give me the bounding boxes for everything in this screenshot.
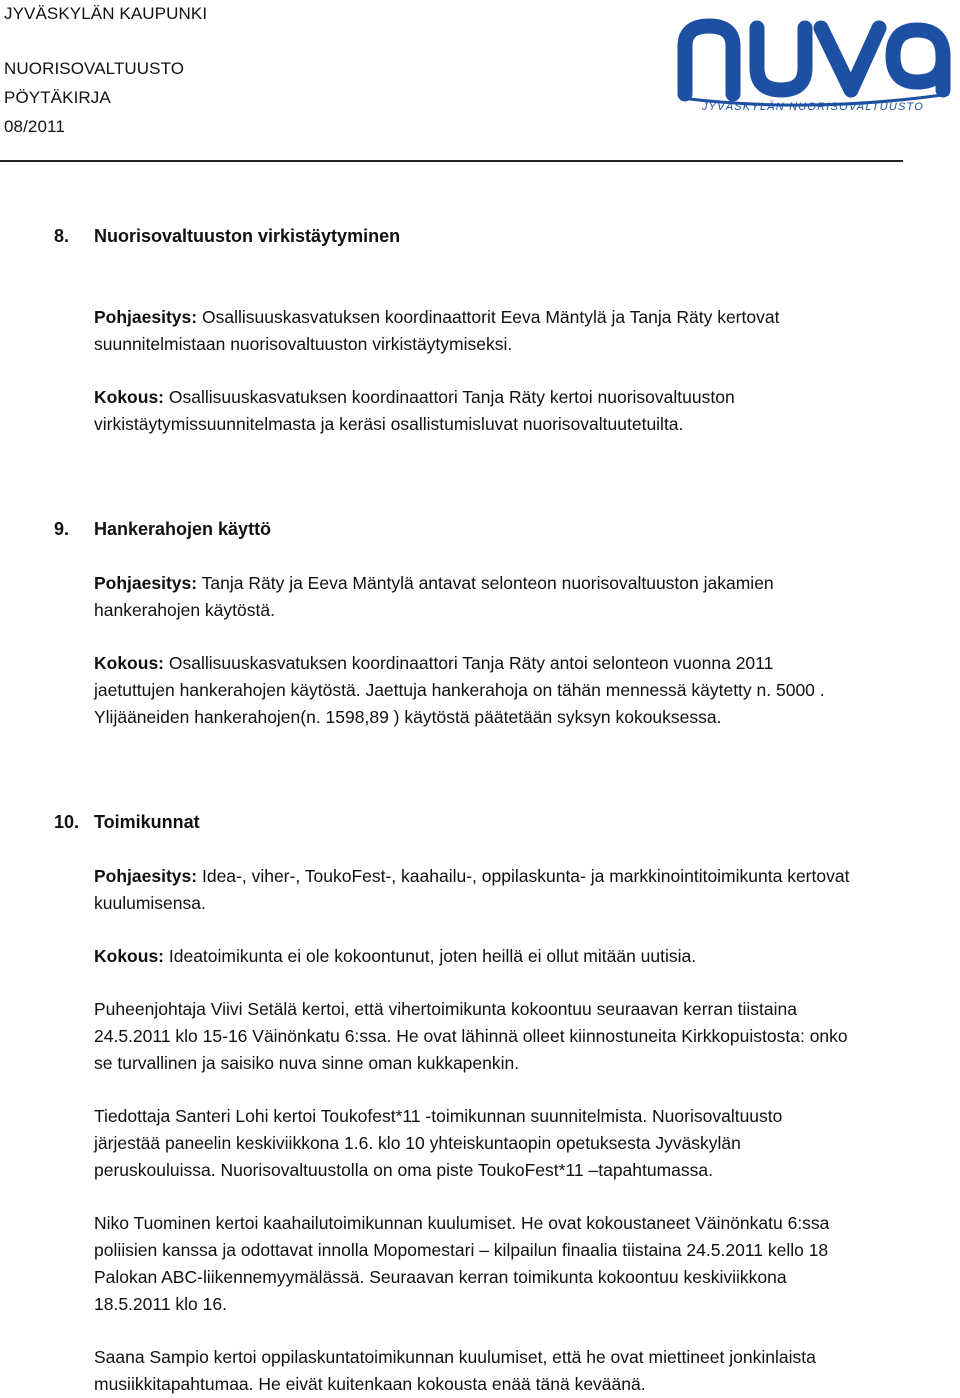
paragraph-line: Tiedottaja Santeri Lohi kertoi Toukofest*11 -toimikunnan suunnitelmista. Nuorisovaltuusto: [94, 1106, 783, 1126]
section-title: Toimikunnat: [94, 812, 200, 832]
paragraph-line: järjestää paneelin keskiviikkona 1.6. klo 10 yhteiskuntaopin opetuksesta Jyväskylän: [94, 1133, 741, 1153]
paragraph-label: Pohjaesitys:: [94, 307, 198, 327]
paragraph-line: Pohjaesitys: Idea-, viher-, ToukoFest-, kaahailu-, oppilaskunta- ja markkinointitoimikunta kertovat: [94, 866, 850, 886]
paragraph-line: poliisien kanssa ja odottavat innolla Mopomestari – kilpailun finaalia tiistaina 24.5.2011 kello 18: [94, 1240, 829, 1260]
section-number: 8.: [54, 226, 70, 246]
paragraph-line: Ylijääneiden hankerahojen(n. 1598,89 ) käytöstä päätetään syksyn kokouksessa.: [94, 707, 722, 727]
svg-text:JYVÄSKYLÄN NUORISOVALTUUSTO: JYVÄSKYLÄN NUORISOVALTUUSTO: [701, 101, 925, 113]
paragraph-line: hankerahojen käytöstä.: [94, 600, 275, 620]
paragraph-line: Puheenjohtaja Viivi Setälä kertoi, että vihertoimikunta kokoontuu seuraavan kerran tiistaina: [94, 999, 798, 1019]
paragraph-line: suunnitelmistaan nuorisovaltuuston virkistäytymiseksi.: [94, 334, 513, 354]
paragraph-label: Kokous:: [94, 946, 164, 966]
header-document-type: PÖYTÄKIRJA: [4, 88, 111, 107]
paragraph-line: 18.5.2011 klo 16.: [94, 1294, 227, 1314]
paragraph-line: Niko Tuominen kertoi kaahailutoimikunnan kuulumiset. He ovat kokoustaneet Väinönkatu 6:ssa: [94, 1213, 830, 1233]
paragraph-label: Kokous:: [94, 653, 164, 673]
paragraph-line: Kokous: Ideatoimikunta ei ole kokoontunut, joten heillä ei ollut mitään uutisia.: [94, 946, 697, 966]
section-title: Hankerahojen käyttö: [94, 519, 272, 539]
paragraph-line: musiikkitapahtumaa. He eivät kuitenkaan kokousta enää tänä keväänä.: [94, 1374, 646, 1394]
nuva-logo: [671, 6, 955, 116]
paragraph-line: virkistäytymissuunnitelmasta ja keräsi osallistumisluvat nuorisovaltuutetuilta.: [94, 414, 684, 434]
paragraph-line: peruskouluissa. Nuorisovaltuustolla on oma piste ToukoFest*11 –tapahtumassa.: [94, 1160, 714, 1180]
paragraph-line: Pohjaesitys: Osallisuuskasvatuksen koordinaattorit Eeva Mäntylä ja Tanja Räty kertovat: [94, 307, 780, 327]
header-document-number: 08/2011: [4, 117, 65, 136]
paragraph-line: Saana Sampio kertoi oppilaskuntatoimikunnan kuulumiset, että he ovat miettineet jonkinlaista: [94, 1347, 816, 1367]
paragraph-line: se turvallinen ja saisiko nuva sinne oman kukkapenkin.: [94, 1053, 520, 1073]
header-organization: JYVÄSKYLÄN KAUPUNKI: [4, 4, 208, 23]
header-department: NUORISOVALTUUSTO: [4, 59, 185, 78]
paragraph-line: Palokan ABC-liikennemyymälässä. Seuraavan kerran toimikunta kokoontuu keskiviikkona: [94, 1267, 787, 1287]
section-number: 9.: [54, 519, 70, 539]
paragraph-line: Kokous: Osallisuuskasvatuksen koordinaattori Tanja Räty antoi selonteon vuonna 2011: [94, 653, 774, 673]
paragraph-line: kuulumisensa.: [94, 893, 206, 913]
paragraph-line: jaetuttujen hankerahojen käytöstä. Jaettuja hankerahoja on tähän mennessä käytetty n. 5000 .: [94, 680, 825, 700]
header-divider: [0, 160, 903, 162]
section-number: 10.: [54, 812, 80, 832]
paragraph-line: Pohjaesitys: Tanja Räty ja Eeva Mäntylä antavat selonteon nuorisovaltuuston jakamien: [94, 573, 774, 593]
paragraph-label: Pohjaesitys:: [94, 573, 198, 593]
paragraph-line: 24.5.2011 klo 15-16 Väinönkatu 6:ssa. He ovat lähinnä olleet kiinnostuneita Kirkkopuistosta: onko: [94, 1026, 848, 1046]
paragraph-label: Kokous:: [94, 387, 164, 407]
paragraph-label: Pohjaesitys:: [94, 866, 198, 886]
paragraph-line: Kokous: Osallisuuskasvatuksen koordinaattori Tanja Räty kertoi nuorisovaltuuston: [94, 387, 735, 407]
section-title: Nuorisovaltuuston virkistäytyminen: [94, 226, 401, 246]
